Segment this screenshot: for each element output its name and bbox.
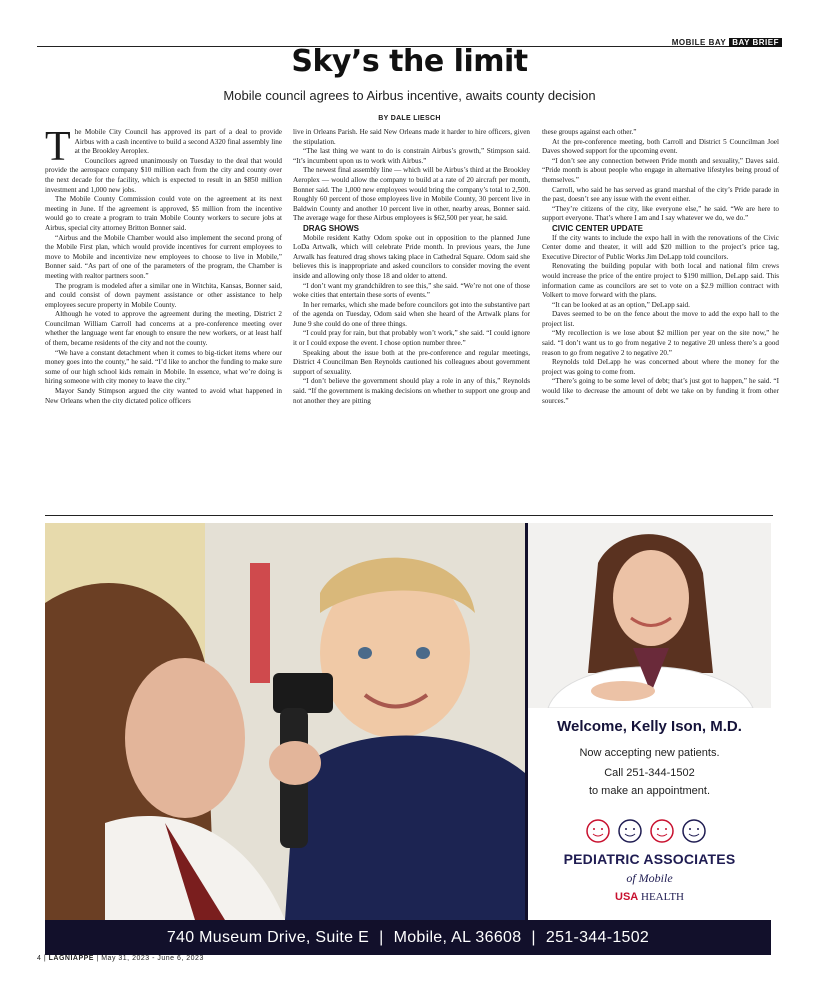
- doctor-child-photo: [45, 523, 525, 920]
- practice-name: PEDIATRIC ASSOCIATES: [563, 851, 736, 867]
- paragraph: At the pre-conference meeting, both Carroll and District 5 Councilman Joel Daves showed support for the upcoming event.: [542, 137, 779, 156]
- article-column-3: [542, 128, 779, 406]
- article-column-1: [45, 124, 282, 406]
- usa-health-logo: [528, 891, 771, 903]
- ad-appointment: to make an appointment.: [588, 785, 711, 797]
- bar-separator: |: [531, 928, 536, 946]
- paragraph: “The last thing we want to do is constrain Airbus’s growth,” Stimpson said. “It’s incumbent upon us to work with Airbus.”: [293, 147, 530, 165]
- ad-info-panel: [528, 523, 771, 920]
- article-ad-divider: [45, 515, 773, 516]
- kids-faces-logo-icon: [584, 817, 714, 845]
- page-footer: [37, 955, 204, 962]
- bar-separator: |: [379, 928, 384, 946]
- page-number: 4: [37, 955, 42, 962]
- paragraph: Renovating the building popular with both local and national film crews would increase the price of the entire project to $190 million, DeLapp said. This information came as councilors are set to vote on a $2.9 million contract with Volkert to move forward with the plans.: [542, 262, 779, 300]
- issue-dates: May 31, 2023 - June 6, 2023: [101, 955, 204, 962]
- paragraph: Although he voted to approve the agreement during the meeting, District 2 Councilman William Carroll had concerns at a pre-conference meeting over whether the language went far enough to ensure the new workers, or at least half of them, became residents of the city and not the county.: [45, 310, 282, 348]
- paragraph: “I don’t see any connection between Pride month and sexuality,” Daves said. “Pride month is about people who engage in alternative lifestyles being proud of themselves.”: [542, 156, 779, 184]
- paragraph: If the city wants to include the expo hall in with the renovations of the Civic Center dome and theater, it will add $20 million to the project’s price tag, Executive Director of Public Works Jim DeLapp told councilors.: [542, 233, 779, 261]
- paragraph: “They’re citizens of the city, like everyone else,” he said. “We are here to support everyone. That’s where I am and I say whatever we do, we do.”: [542, 204, 779, 223]
- paragraph: “I could pray for rain, but that probably won’t work,” she said. “I could ignore it or I could expose the event. I chose option number three.”: [293, 329, 530, 348]
- ad-welcome: Welcome, Kelly Ison, M.D.: [557, 718, 742, 735]
- ad-accepting: Now accepting new patients.: [579, 747, 720, 759]
- paragraph: Mayor Sandy Stimpson argued the city wanted to avoid what happened in New Orleans when the city dictated police officers: [45, 387, 282, 405]
- paragraph: Speaking about the issue both at the pre-conference and regular meetings, District 4 Councilman Ben Reynolds cautioned his colleagues about government support of sexuality.: [293, 348, 530, 376]
- doctor-portrait: [528, 523, 771, 708]
- footer-sep: |: [43, 955, 47, 962]
- paragraph: live in Orleans Parish. He said New Orleans made it harder to hire officers, given the stipulation.: [293, 128, 530, 146]
- paragraph: The newest final assembly line — which will be Airbus’s third at the Brookley Aeroplex — would allow the company to build at a rate of 20 aircraft per month, Bonner said. The 1,000 new employees would bring the company’s total to 2,500. Roughly 60 percent of those employees live in Mobile County, 30 percent live in Baldwin County and another 10 percent live in other, nearby areas, Bonner said. The average wage for these Airbus employees is $62,500 per year, he said.: [293, 166, 530, 223]
- usa-mark: USA: [615, 891, 639, 903]
- practice-location: of Mobile: [626, 871, 673, 885]
- paragraph: “There’s going to be some level of debt; that’s just got to happen,” he said. “I would like to decrease the amount of debt we take on by funding it from other sources.”: [542, 377, 779, 405]
- article-column-2: [293, 128, 530, 406]
- ad-address: 740 Museum Drive, Suite E: [166, 928, 370, 946]
- paragraph: Reynolds told DeLapp he was concerned about where the money for the project was going to come from.: [542, 358, 779, 376]
- drop-cap: T: [45, 124, 71, 170]
- paragraph: In her remarks, which she made before councilors got into the substantive part of the agenda on Tuesday, Odom said when she heard of the Artwalk plans for June 9 she could do one of three things.: [293, 300, 530, 328]
- publication-name: LAGNIAPPE: [48, 955, 94, 962]
- subhead: Mobile council agrees to Airbus incentive, awaits county decision: [223, 88, 596, 103]
- paragraph: Daves seemed to be on the fence about the move to add the expo hall to the project list.: [542, 310, 779, 328]
- ad-call[interactable]: Call 251-344-1502: [604, 767, 695, 779]
- paragraph: Carroll, who said he has served as grand marshal of the city’s Pride parade in the past, doesn’t see any issue with the event either.: [542, 185, 779, 204]
- section-brief: BAY BRIEF: [729, 38, 782, 47]
- paragraph: these groups against each other.”: [542, 128, 637, 136]
- paragraph: “It can be looked at as an option,” DeLapp said.: [552, 300, 690, 309]
- civic-center-heading: CIVIC CENTER UPDATE: [552, 223, 643, 233]
- advertisement[interactable]: [45, 523, 771, 955]
- usa-health-label: HEALTH: [641, 891, 684, 903]
- byline: BY DALE LIESCH: [378, 115, 441, 122]
- headline: Sky’s the limit: [291, 44, 528, 79]
- paragraph: he Mobile City Council has approved its part of a deal to provide Airbus with a cash incentive to build a second A320 final assembly line at the Brookley Aeroplex.: [74, 128, 282, 156]
- section-label: MOBILE BAY: [671, 38, 727, 47]
- paragraph: Mobile resident Kathy Odom spoke out in opposition to the planned June LoDa Artwalk, which will celebrate Pride month. In previous years, the June Arwalk has featured drag shows taking place in Cathedral Square. Odom said she believes this is inappropriate and asked councilors to consider moving the event inside and allowing only those 18 and older to attend.: [293, 233, 530, 280]
- address-bar: [45, 920, 771, 955]
- drag-shows-heading: DRAG SHOWS: [303, 223, 359, 233]
- paragraph: Councilors agreed unanimously on Tuesday to the deal that would provide the aerospace company $10 million each from the city and county over the next decade for the facility, which is expected to result in an $850 million investment and 1,000 new jobs.: [45, 156, 282, 194]
- paragraph: “I don’t want my grandchildren to see this,” she said. “We’re not one of those woke cities that entertain these sorts of events.”: [293, 281, 530, 300]
- paragraph: “Airbus and the Mobile Chamber would also implement the second prong of the Mobile First plan, which would provide incentives for current employees to move to Mobile and incentivize new employees to choose to live in Mobile,” Bonner said. “As part of one of the parameters of the program, the Chamber is meeting with realtor partners soon.”: [45, 233, 282, 280]
- paragraph: “I don’t believe the government should play a role in any of this,” Reynolds said. “If the government is making decisions on whether to support one group and not another they are pitting: [293, 377, 530, 405]
- paragraph: The Mobile County Commission could vote on the agreement at its next meeting in June. If the agreement is approved, $5 million from the incentive would go to create a program to train Mobile County workers to secure jobs at Airbus, special city attorney Britton Bonner said.: [45, 195, 282, 232]
- footer-sep: |: [96, 955, 99, 962]
- paragraph: The program is modeled after a similar one in Witchita, Kansas, Bonner said, and could consist of down payment assistance or other assistance to help employees secure property in Mobile County.: [45, 281, 282, 309]
- paragraph: “We have a constant detachment when it comes to big-ticket items where our money goes into the county,” he said. “I’d like to anchor the funding to make sure some of our high school kids remain in Mobile. In essence, what we’re doing is hiring someone with city money to leave the city.”: [45, 348, 282, 386]
- paragraph: “My recollection is we lose about $2 million per year on the site now,” he said. “I don’t want us to go from negative 2 to negative 20 unless there’s a good reason to go from negative 2 to negative 20.”: [542, 329, 779, 357]
- ad-phone[interactable]: 251-344-1502: [545, 928, 650, 946]
- ad-city: Mobile, AL 36608: [393, 928, 522, 946]
